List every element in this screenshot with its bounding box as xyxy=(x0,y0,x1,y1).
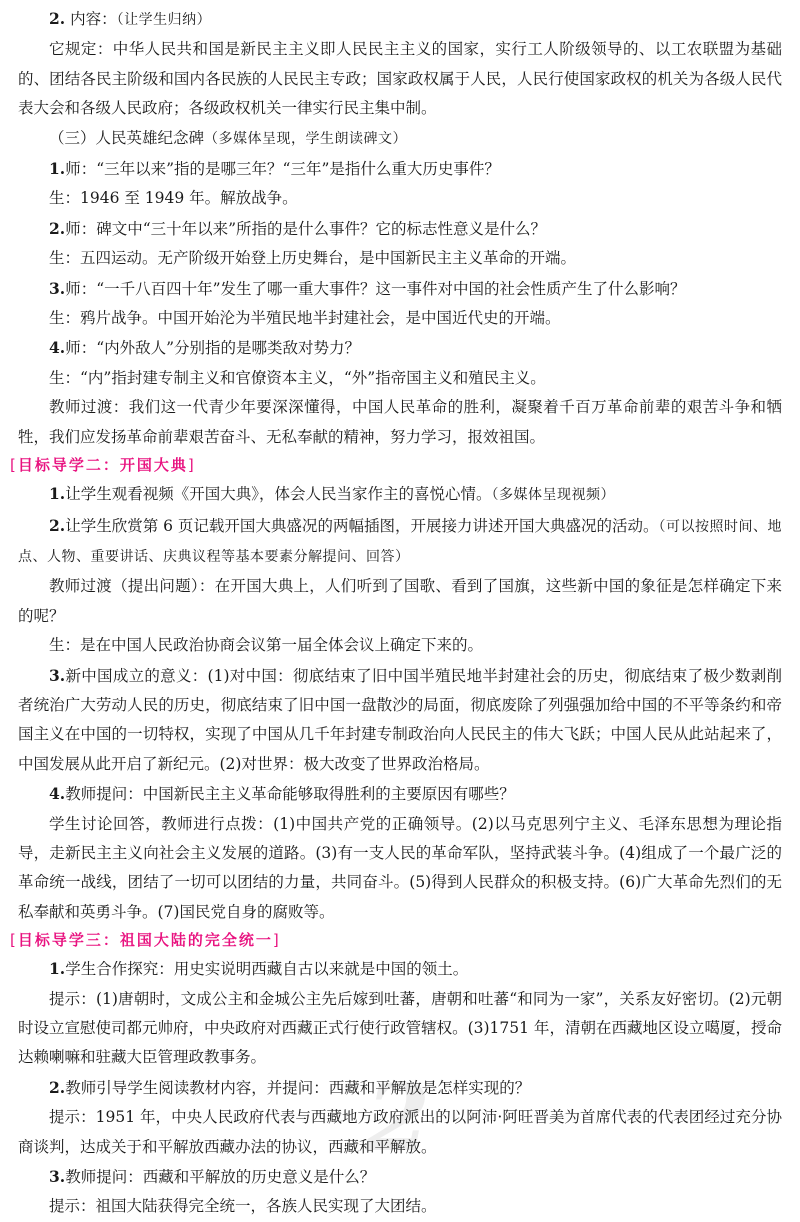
monument-a4: 生：“内”指封建专制主义和官僚资本主义，“外”指帝国主义和殖民主义。 xyxy=(49,368,546,387)
section2-item4-text: 教师提问：中国新民主主义革命能够取得胜利的主要原因有哪些？ xyxy=(65,785,515,804)
monument-q4-text: 师：“内外敌人”分别指的是哪类敌对势力？ xyxy=(65,339,361,358)
section3-item2-num: 2. xyxy=(49,1077,66,1097)
section2-item2-text: 让学生欣赏第 6 页记载开国大典盛况的两幅插图，开展接力讲述开国大典盛况的活动。 xyxy=(65,516,659,535)
monument-heading-text: （三）人民英雄纪念碑 xyxy=(49,128,205,147)
monument-q1-num: 1. xyxy=(49,159,66,179)
section3-item1 xyxy=(18,954,782,984)
section3-heading xyxy=(6,927,285,954)
section2-transition: 教师过渡（提出问题）：在开国大典上，人们听到了国歌、看到了国旗，这些新中国的象征是怎样确定下来的呢？ xyxy=(18,577,782,625)
monument-q4-num: 4. xyxy=(49,338,66,358)
section2-item4-answer: 学生讨论回答，教师进行点拨：(1)中国共产党的正确领导。(2)以马克思列宁主义、毛泽东思想为理论指导，走新民主主义向社会主义发展的道路。(3)有一支人民的革命军队，坚持武装斗争。(4)组成了一个最广泛的革命统一战线，团结了一切可以团结的力量，共同奋斗。(5)得到人民群众的积极支持。(6)广大革命先烈们的无私奉献和英勇斗争。(7)国民党自身的腐败等。 xyxy=(18,814,782,921)
monument-q2-num: 2. xyxy=(49,218,66,238)
section3-item3-num: 3. xyxy=(49,1167,66,1187)
section2-answer: 生：是在中国人民政治协商会议第一届全体会议上确定下来的。 xyxy=(49,636,484,655)
section3-title: 目标导学三：祖国大陆的完全统一 xyxy=(17,931,273,950)
section2-item1-note: （多媒体呈现视频） xyxy=(491,487,615,504)
section2-item2 xyxy=(18,511,782,573)
document-page xyxy=(10,4,782,1222)
section2-rbracket: ] xyxy=(187,456,196,475)
section3-item3-hint: 提示：祖国大陆获得完全统一，各族人民实现了大团结。 xyxy=(49,1197,437,1216)
section2-item2-num: 2. xyxy=(49,515,66,535)
content-heading-note: （让学生归纳） xyxy=(116,12,212,28)
section2-item4 xyxy=(18,779,782,809)
monument-a3: 生：鸦片战争。中国开始沦为半殖民地半封建社会，是中国近代史的开端。 xyxy=(49,309,561,328)
section2-item2-note: （可以按照时间、地点、人物、重要讲话、庆典议程等基本要素分解提问、回答） xyxy=(18,518,782,565)
section2-item1-text: 让学生观看视频《开国大典》，体会人民当家作主的喜悦心情。 xyxy=(65,485,492,504)
monument-q2-text: 师：碑文中“三十年以来”所指的是什么事件？它的标志性意义是什么？ xyxy=(65,219,547,238)
monument-q3-num: 3. xyxy=(49,278,66,298)
section2-item3-text: 新中国成立的意义：(1)对中国：彻底结束了旧中国半殖民地半封建社会的历史，彻底结束了极少数剥削者统治广大劳动人民的历史，彻底结束了旧中国一盘散沙的局面，彻底废除了列强强加给中国的不平等条约和帝国主义在中国的一切特权，实现了中国从几千年封建专制政治向人民民主的伟大飞跃；中国人民从此站起来了，中国发展从此开启了新纪元。(2)对世界：极大改变了世界政治格局。 xyxy=(18,666,782,773)
monument-heading-note: （多媒体呈现，学生朗读碑文） xyxy=(204,130,408,147)
monument-q1 xyxy=(18,154,782,184)
monument-q3-text: 师：“一千八百四十年”发生了哪一重大事件？这一事件对中国的社会性质产生了什么影响？ xyxy=(65,279,686,298)
monument-heading xyxy=(18,124,782,154)
content-heading-num: 2. xyxy=(49,9,66,28)
section2-item3-num: 3. xyxy=(49,665,66,685)
monument-q2 xyxy=(18,214,782,244)
content-heading xyxy=(18,4,782,35)
monument-q3 xyxy=(18,274,782,304)
section3-item2-text: 教师引导学生阅读教材内容，并提问：西藏和平解放是怎样实现的？ xyxy=(65,1078,531,1097)
section3-item1-hint: 提示：(1)唐朝时，文成公主和金城公主先后嫁到吐蕃，唐朝和吐蕃“和同为一家”，关系友好密切。(2)元朝时设立宣慰使司都元帅府，中央政府对西藏正式行使行政管辖权。(3)1751 年，清朝在西藏地区设立噶厦，授命达赖喇嘛和驻藏大臣管理政教事务。 xyxy=(18,989,782,1067)
section3-item2 xyxy=(18,1073,782,1103)
section2-title: 目标导学二：开国大典 xyxy=(17,456,188,475)
monument-q4 xyxy=(18,333,782,363)
section3-item2-hint: 提示：1951 年，中央人民政府代表与西藏地方政府派出的以阿沛·阿旺晋美为首席代表的代表团经过充分协商谈判，达成关于和平解放西藏办法的协议，西藏和平解放。 xyxy=(18,1108,782,1156)
page-number-watermark: 2 xyxy=(365,1064,430,1172)
monument-a1: 生：1946 至 1949 年。解放战争。 xyxy=(49,189,298,208)
section2-item1 xyxy=(18,479,782,510)
section3-rbracket: ] xyxy=(272,931,281,950)
section2-item1-num: 1. xyxy=(49,484,66,504)
content-heading-text: 内容： xyxy=(70,10,117,28)
section3-item1-num: 1. xyxy=(49,959,66,979)
section3-item1-text: 学生合作探究：用史实说明西藏自古以来就是中国的领土。 xyxy=(65,960,469,979)
monument-transition: 教师过渡：我们这一代青少年要深深懂得，中国人民革命的胜利，凝聚着千百万革命前辈的艰苦斗争和牺牲，我们应发扬革命前辈艰苦奋斗、无私奉献的精神，努力学习，报效祖国。 xyxy=(18,398,782,446)
monument-a2: 生：五四运动。无产阶级开始登上历史舞台，是中国新民主主义革命的开端。 xyxy=(49,249,577,268)
content-paragraph: 它规定：中华人民共和国是新民主主义即人民民主主义的国家，实行工人阶级领导的、以工农联盟为基础的、团结各民主阶级和国内各民族的人民民主专政；国家政权属于人民，人民行使国家政权的机关为各级人民代表大会和各级人民政府；各级政权机关一律实行民主集中制。 xyxy=(18,40,782,118)
section2-heading xyxy=(6,452,200,479)
section2-lbracket: [ xyxy=(10,456,18,475)
section3-lbracket: [ xyxy=(10,931,18,950)
section3-item3 xyxy=(18,1162,782,1192)
section2-item3 xyxy=(18,661,782,780)
monument-q1-text: 师：“三年以来”指的是哪三年？“三年”是指什么重大历史事件？ xyxy=(65,160,500,179)
section3-item3-text: 教师提问：西藏和平解放的历史意义是什么？ xyxy=(65,1168,376,1187)
section2-item4-num: 4. xyxy=(49,784,66,804)
